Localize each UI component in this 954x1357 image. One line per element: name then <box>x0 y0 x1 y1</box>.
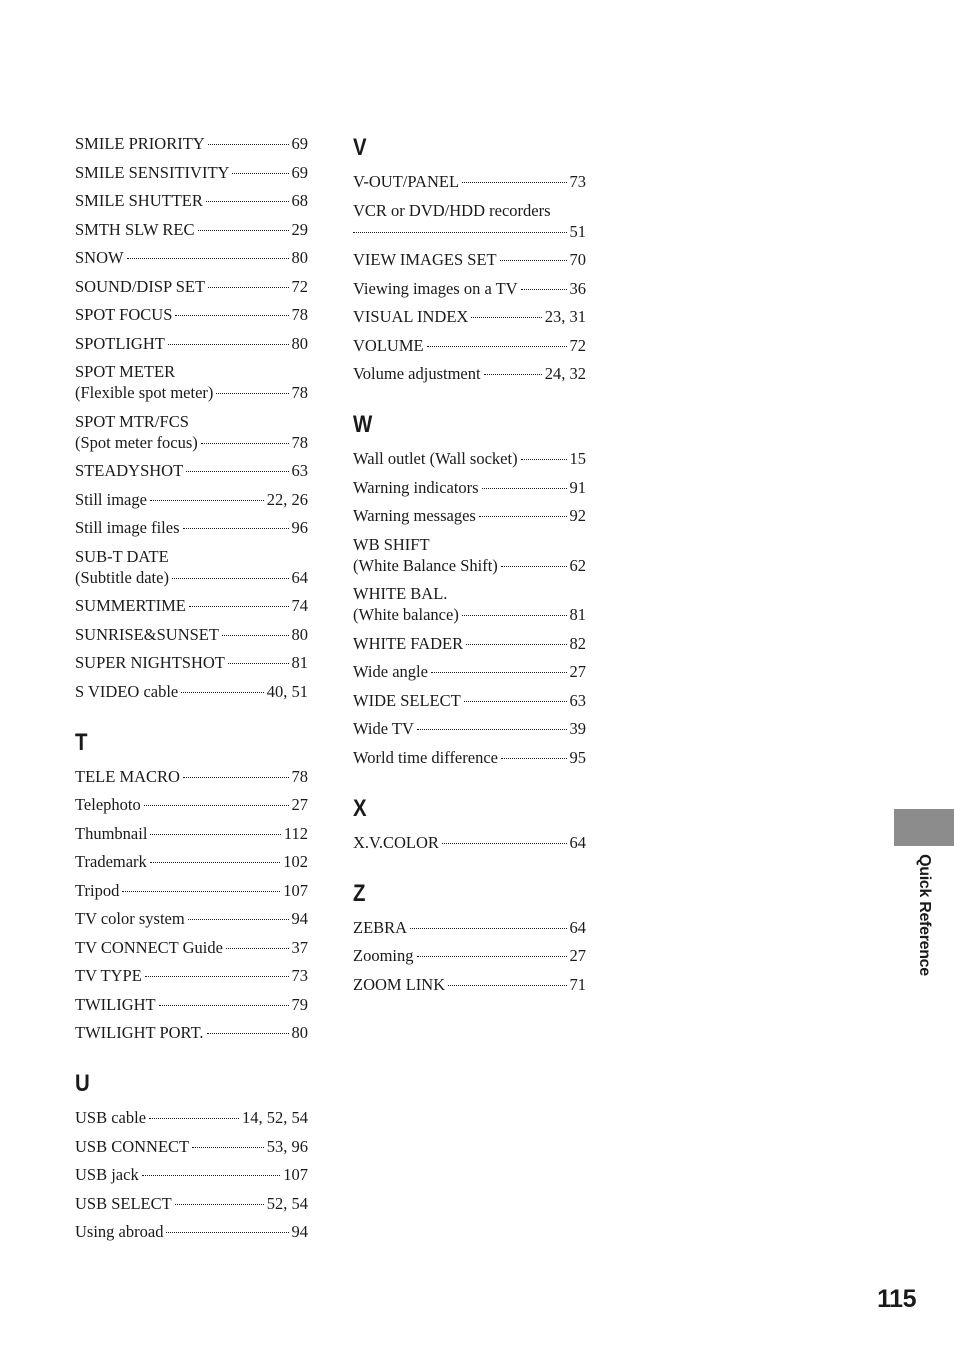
index-entry-row <box>353 917 586 938</box>
index-page-numbers: 27 <box>569 662 586 681</box>
index-column-right <box>353 133 586 1021</box>
index-term: STEADYSHOT <box>75 461 184 480</box>
index-entry <box>75 247 308 268</box>
index-page-numbers: 80 <box>291 333 308 353</box>
dot-leader <box>232 173 288 174</box>
index-entry <box>75 276 308 297</box>
index-entry <box>353 832 586 853</box>
index-term: TV CONNECT Guide <box>75 937 223 957</box>
index-page-numbers: 72 <box>569 335 586 355</box>
index-term: Wide angle <box>353 662 428 681</box>
index-term: SUNRISE&SUNSET <box>75 624 219 644</box>
index-term: V-OUT/PANEL <box>353 172 460 191</box>
dot-leader <box>150 862 280 863</box>
index-term: Still image <box>75 489 147 509</box>
index-entry-row <box>75 965 308 986</box>
index-entry <box>75 766 308 787</box>
index-entry-heading-line: WB SHIFT <box>353 534 430 554</box>
index-entry-list <box>75 1107 308 1242</box>
index-section-x <box>353 794 586 853</box>
index-page-numbers: 73 <box>569 172 586 191</box>
index-entry-row <box>75 652 308 673</box>
index-entry-row <box>353 718 586 739</box>
index-entry <box>75 794 308 815</box>
index-term: VOLUME <box>353 335 424 355</box>
index-term: USB jack <box>75 1165 139 1184</box>
index-term: SUPER NIGHTSHOT <box>75 653 225 672</box>
index-entry-row <box>75 1022 308 1043</box>
index-term: TELE MACRO <box>75 766 180 786</box>
dot-leader <box>417 956 567 957</box>
index-term: TWILIGHT <box>75 994 156 1014</box>
dot-leader <box>410 928 566 929</box>
index-entry-row <box>353 661 586 682</box>
index-page-numbers: 64 <box>291 567 308 587</box>
index-page-numbers: 102 <box>283 852 308 871</box>
index-term: Viewing images on a TV <box>353 278 518 298</box>
index-term: Volume adjustment <box>353 364 481 383</box>
index-term: Thumbnail <box>75 823 148 843</box>
index-entry <box>353 505 586 526</box>
index-term: Tripod <box>75 880 120 900</box>
index-entry-row <box>75 794 308 815</box>
index-section-z <box>353 879 586 995</box>
index-term: (Flexible spot meter) <box>75 383 214 402</box>
index-entry-row <box>75 937 308 958</box>
index-term: X.V.COLOR <box>353 832 439 852</box>
section-tab-marker <box>894 809 954 846</box>
index-entry-row <box>353 448 586 469</box>
index-entry <box>75 1136 308 1157</box>
index-entry-row <box>353 306 586 327</box>
index-entry-heading-line: WHITE BAL. <box>353 584 448 603</box>
index-column-left <box>75 133 308 1268</box>
index-entry-row <box>75 880 308 901</box>
index-entry-row <box>353 747 586 768</box>
index-entry <box>75 1022 308 1043</box>
index-page-numbers: 94 <box>291 909 308 928</box>
index-section-s-continued <box>75 133 308 702</box>
index-entry-row <box>75 1193 308 1214</box>
dot-leader <box>464 701 567 702</box>
index-page-numbers: 68 <box>291 191 308 210</box>
index-term: Trademark <box>75 852 147 871</box>
index-term: S VIDEO cable <box>75 681 179 701</box>
index-term: WIDE SELECT <box>353 690 461 710</box>
index-entry <box>353 583 586 625</box>
dot-leader <box>431 672 567 673</box>
index-entry <box>75 546 308 588</box>
index-entry <box>75 937 308 958</box>
dot-leader <box>208 144 289 145</box>
index-page-numbers: 112 <box>283 823 308 843</box>
index-section-v <box>353 133 586 384</box>
index-entry-row <box>353 363 586 384</box>
index-page-numbers: 81 <box>291 653 308 672</box>
index-entry <box>353 917 586 938</box>
index-page-numbers: 69 <box>291 134 308 153</box>
dot-leader <box>466 644 566 645</box>
index-page-numbers: 72 <box>291 276 308 296</box>
index-page-numbers: 51 <box>569 221 586 241</box>
index-entry-row <box>75 1136 308 1157</box>
index-entry-row <box>75 567 308 588</box>
index-entry-row <box>75 517 308 538</box>
section-letter-heading: X <box>353 794 367 822</box>
dot-leader <box>501 758 567 759</box>
index-page-numbers: 95 <box>569 747 586 767</box>
index-page-numbers: 52, 54 <box>266 1193 308 1213</box>
index-page-numbers: 80 <box>291 1023 308 1042</box>
index-term: WHITE FADER <box>353 633 464 653</box>
index-section-t <box>75 728 308 1044</box>
index-term: Telephoto <box>75 795 141 814</box>
dot-leader <box>442 843 567 844</box>
index-entry-row <box>75 460 308 481</box>
index-entry <box>353 718 586 739</box>
dot-leader <box>188 919 289 920</box>
index-page-numbers: 62 <box>569 555 586 575</box>
index-page-numbers: 70 <box>569 250 586 269</box>
page-number: 115 <box>877 1285 916 1313</box>
dot-leader <box>186 471 288 472</box>
index-entry-row <box>75 276 308 297</box>
index-entry-row <box>353 604 586 625</box>
index-entry <box>353 363 586 384</box>
index-entry-list <box>75 766 308 1044</box>
index-entry-row <box>75 994 308 1015</box>
index-term: (White Balance Shift) <box>353 555 498 575</box>
index-entry <box>75 1107 308 1128</box>
dot-leader <box>144 805 289 806</box>
index-entry-row <box>353 832 586 853</box>
index-entry <box>353 200 586 242</box>
index-entry <box>75 681 308 702</box>
index-entry-row <box>75 1107 308 1128</box>
dot-leader <box>448 985 566 986</box>
index-entry <box>75 1193 308 1214</box>
index-entry <box>353 633 586 654</box>
dot-leader <box>150 834 280 835</box>
index-term: USB CONNECT <box>75 1136 190 1156</box>
index-page-numbers: 107 <box>283 880 308 900</box>
index-page-numbers: 79 <box>291 994 308 1014</box>
index-page-numbers: 80 <box>291 624 308 644</box>
index-page-numbers: 78 <box>291 383 308 402</box>
index-term: Still image files <box>75 518 180 537</box>
dot-leader <box>175 1204 264 1205</box>
index-term: Warning messages <box>353 506 476 525</box>
index-entry <box>75 994 308 1015</box>
index-page-numbers: 78 <box>291 432 308 452</box>
index-page-numbers: 39 <box>569 719 586 738</box>
index-entry-row <box>75 1164 308 1185</box>
index-entry <box>353 747 586 768</box>
index-entry-row <box>75 766 308 787</box>
index-entry <box>75 361 308 403</box>
index-entry-row <box>75 133 308 154</box>
index-term: Wide TV <box>353 719 414 738</box>
index-entry <box>353 249 586 270</box>
index-page-numbers: 82 <box>569 633 586 653</box>
index-term: ZEBRA <box>353 917 408 937</box>
section-letter-heading: W <box>353 411 373 438</box>
index-page-numbers: 29 <box>291 219 308 239</box>
index-entry <box>75 133 308 154</box>
dot-leader <box>521 289 567 290</box>
dot-leader <box>484 374 542 375</box>
index-entry-row <box>353 171 586 192</box>
index-entry-heading-line: SPOT MTR/FCS <box>75 411 189 431</box>
index-term: VIEW IMAGES SET <box>353 250 497 269</box>
index-entry-row <box>353 690 586 711</box>
index-entry-row <box>75 681 308 702</box>
index-page-numbers: 23, 31 <box>544 307 586 326</box>
index-entry <box>353 974 586 995</box>
index-entry <box>353 335 586 356</box>
index-page-numbers: 92 <box>569 506 586 525</box>
index-entry <box>75 595 308 616</box>
dot-leader <box>172 578 289 579</box>
index-entry-row <box>75 333 308 354</box>
dot-leader <box>216 393 288 394</box>
index-entry-row <box>353 555 586 576</box>
index-term: TV TYPE <box>75 966 142 985</box>
index-entry-row <box>353 335 586 356</box>
dot-leader <box>521 459 567 460</box>
index-entry <box>75 219 308 240</box>
index-entry-row <box>353 505 586 526</box>
index-page-numbers: 63 <box>291 461 308 480</box>
index-entry-row <box>75 247 308 268</box>
dot-leader <box>462 615 567 616</box>
section-letter-heading: U <box>75 1070 90 1097</box>
index-entry-heading-line: SPOT METER <box>75 362 176 381</box>
index-entry <box>75 1164 308 1185</box>
index-entry-row <box>353 633 586 654</box>
dot-leader <box>208 287 288 288</box>
index-term: (White balance) <box>353 605 459 624</box>
index-entry <box>75 1221 308 1242</box>
index-page-numbers: 107 <box>283 1165 308 1184</box>
index-entry <box>75 190 308 211</box>
index-entry-row <box>75 908 308 929</box>
index-page-numbers: 40, 51 <box>266 681 308 701</box>
dot-leader <box>189 606 289 607</box>
index-term: SPOT FOCUS <box>75 305 173 324</box>
index-entry <box>75 624 308 645</box>
index-entry-row <box>75 823 308 844</box>
dot-leader <box>127 258 289 259</box>
dot-leader <box>181 692 263 693</box>
index-term: (Spot meter focus) <box>75 432 198 452</box>
index-entry-heading-line: SUB-T DATE <box>75 546 169 566</box>
index-term: SMILE SHUTTER <box>75 191 203 210</box>
index-term: SNOW <box>75 248 124 267</box>
dot-leader <box>192 1147 264 1148</box>
index-entry-row <box>75 595 308 616</box>
index-entry <box>75 851 308 872</box>
dot-leader <box>149 1118 239 1119</box>
dot-leader <box>417 729 567 730</box>
dot-leader <box>226 948 289 949</box>
section-tab-label: Quick Reference <box>916 854 933 976</box>
index-entry <box>353 534 586 576</box>
index-page-numbers: 63 <box>569 690 586 710</box>
index-entry <box>353 306 586 327</box>
dot-leader <box>482 488 567 489</box>
index-entry-row <box>353 249 586 270</box>
index-entry <box>353 690 586 711</box>
dot-leader <box>427 346 567 347</box>
index-page-numbers: 91 <box>569 477 586 497</box>
index-page-numbers: 73 <box>291 966 308 985</box>
index-term: USB SELECT <box>75 1193 172 1213</box>
index-term: SMILE SENSITIVITY <box>75 162 230 182</box>
dot-leader <box>501 566 567 567</box>
index-term: SOUND/DISP SET <box>75 276 206 296</box>
dot-leader <box>228 663 289 664</box>
index-entry <box>353 945 586 966</box>
index-entry-heading-line: VCR or DVD/HDD recorders <box>353 200 551 220</box>
index-entry <box>353 171 586 192</box>
index-entry <box>75 304 308 325</box>
section-letter-heading: T <box>75 728 88 756</box>
section-letter-heading: Z <box>353 879 366 907</box>
index-term: TV color system <box>75 909 185 928</box>
index-page-numbers: 94 <box>291 1222 308 1241</box>
dot-leader <box>222 635 289 636</box>
dot-leader <box>462 182 566 183</box>
dot-leader <box>471 317 541 318</box>
index-page-numbers: 64 <box>569 917 586 937</box>
index-entry-row <box>75 162 308 183</box>
index-page-numbers: 80 <box>291 248 308 267</box>
index-page-numbers: 27 <box>291 795 308 814</box>
index-entry <box>75 333 308 354</box>
index-entry <box>75 517 308 538</box>
index-page-numbers: 14, 52, 54 <box>242 1108 308 1127</box>
index-term: SMTH SLW REC <box>75 219 195 239</box>
index-entry <box>75 162 308 183</box>
index-entry <box>75 652 308 673</box>
index-page-numbers: 64 <box>569 832 586 852</box>
index-entry-row <box>353 477 586 498</box>
index-page-numbers: 78 <box>291 305 308 324</box>
index-term: Using abroad <box>75 1222 164 1241</box>
index-term: (Subtitle date) <box>75 567 169 587</box>
index-page-numbers: 36 <box>569 278 586 298</box>
dot-leader <box>145 976 289 977</box>
index-term: SMILE PRIORITY <box>75 134 205 153</box>
index-page-numbers: 27 <box>569 946 586 965</box>
index-page-numbers: 37 <box>291 937 308 957</box>
index-entry-row <box>75 304 308 325</box>
dot-leader <box>150 500 264 501</box>
index-entry <box>353 661 586 682</box>
section-letter-heading: V <box>353 134 367 161</box>
index-entry-row <box>353 974 586 995</box>
index-term: Warning indicators <box>353 477 479 497</box>
dot-leader <box>166 1232 288 1233</box>
dot-leader <box>500 260 567 261</box>
index-term: USB cable <box>75 1108 147 1127</box>
index-page-numbers: 96 <box>291 518 308 537</box>
dot-leader <box>201 443 289 444</box>
index-entry-row <box>75 489 308 510</box>
index-entry-list <box>353 448 586 768</box>
index-entry <box>75 965 308 986</box>
dot-leader <box>175 315 288 316</box>
index-term: Wall outlet (Wall socket) <box>353 449 518 468</box>
dot-leader <box>198 230 289 231</box>
index-entry <box>75 908 308 929</box>
dot-leader <box>142 1175 281 1176</box>
index-page-numbers: 22, 26 <box>266 489 308 509</box>
index-entry <box>75 411 308 453</box>
index-page-numbers: 53, 96 <box>266 1136 308 1156</box>
index-entry-row <box>75 851 308 872</box>
dot-leader <box>183 528 289 529</box>
index-term: SPOTLIGHT <box>75 333 165 353</box>
index-entry-row <box>353 945 586 966</box>
index-page-numbers: 81 <box>569 605 586 624</box>
index-entry-row <box>75 190 308 211</box>
index-entry-row <box>353 278 586 299</box>
dot-leader <box>168 344 289 345</box>
dot-leader <box>122 891 280 892</box>
index-entry <box>353 477 586 498</box>
index-term: ZOOM LINK <box>353 974 446 994</box>
index-entry-list <box>353 171 586 384</box>
index-section-w <box>353 410 586 768</box>
index-entry <box>75 460 308 481</box>
index-entry-list <box>353 832 586 853</box>
index-term: Zooming <box>353 946 414 965</box>
index-term: World time difference <box>353 747 498 767</box>
index-entry-row <box>75 624 308 645</box>
index-section-u <box>75 1069 308 1242</box>
dot-leader <box>353 232 567 233</box>
index-term: VISUAL INDEX <box>353 307 469 326</box>
index-page-numbers: 71 <box>569 974 586 994</box>
index-entry <box>75 489 308 510</box>
index-entry-row <box>353 221 586 242</box>
index-entry-row <box>75 382 308 403</box>
index-entry-row <box>75 219 308 240</box>
index-page-numbers: 78 <box>291 766 308 786</box>
index-page-numbers: 74 <box>291 596 308 615</box>
index-entry-list <box>353 917 586 995</box>
index-page-numbers: 15 <box>569 449 586 468</box>
index-term: SUMMERTIME <box>75 596 186 615</box>
dot-leader <box>206 201 289 202</box>
index-entry <box>353 448 586 469</box>
index-page-numbers: 69 <box>291 162 308 182</box>
dot-leader <box>479 516 567 517</box>
index-entry-row <box>75 432 308 453</box>
dot-leader <box>207 1033 289 1034</box>
dot-leader <box>159 1005 289 1006</box>
index-entry <box>75 823 308 844</box>
index-entry-row <box>75 1221 308 1242</box>
index-page-numbers: 24, 32 <box>544 364 586 383</box>
index-entry <box>353 278 586 299</box>
dot-leader <box>183 777 289 778</box>
index-term: TWILIGHT PORT. <box>75 1023 204 1042</box>
index-entry <box>75 880 308 901</box>
